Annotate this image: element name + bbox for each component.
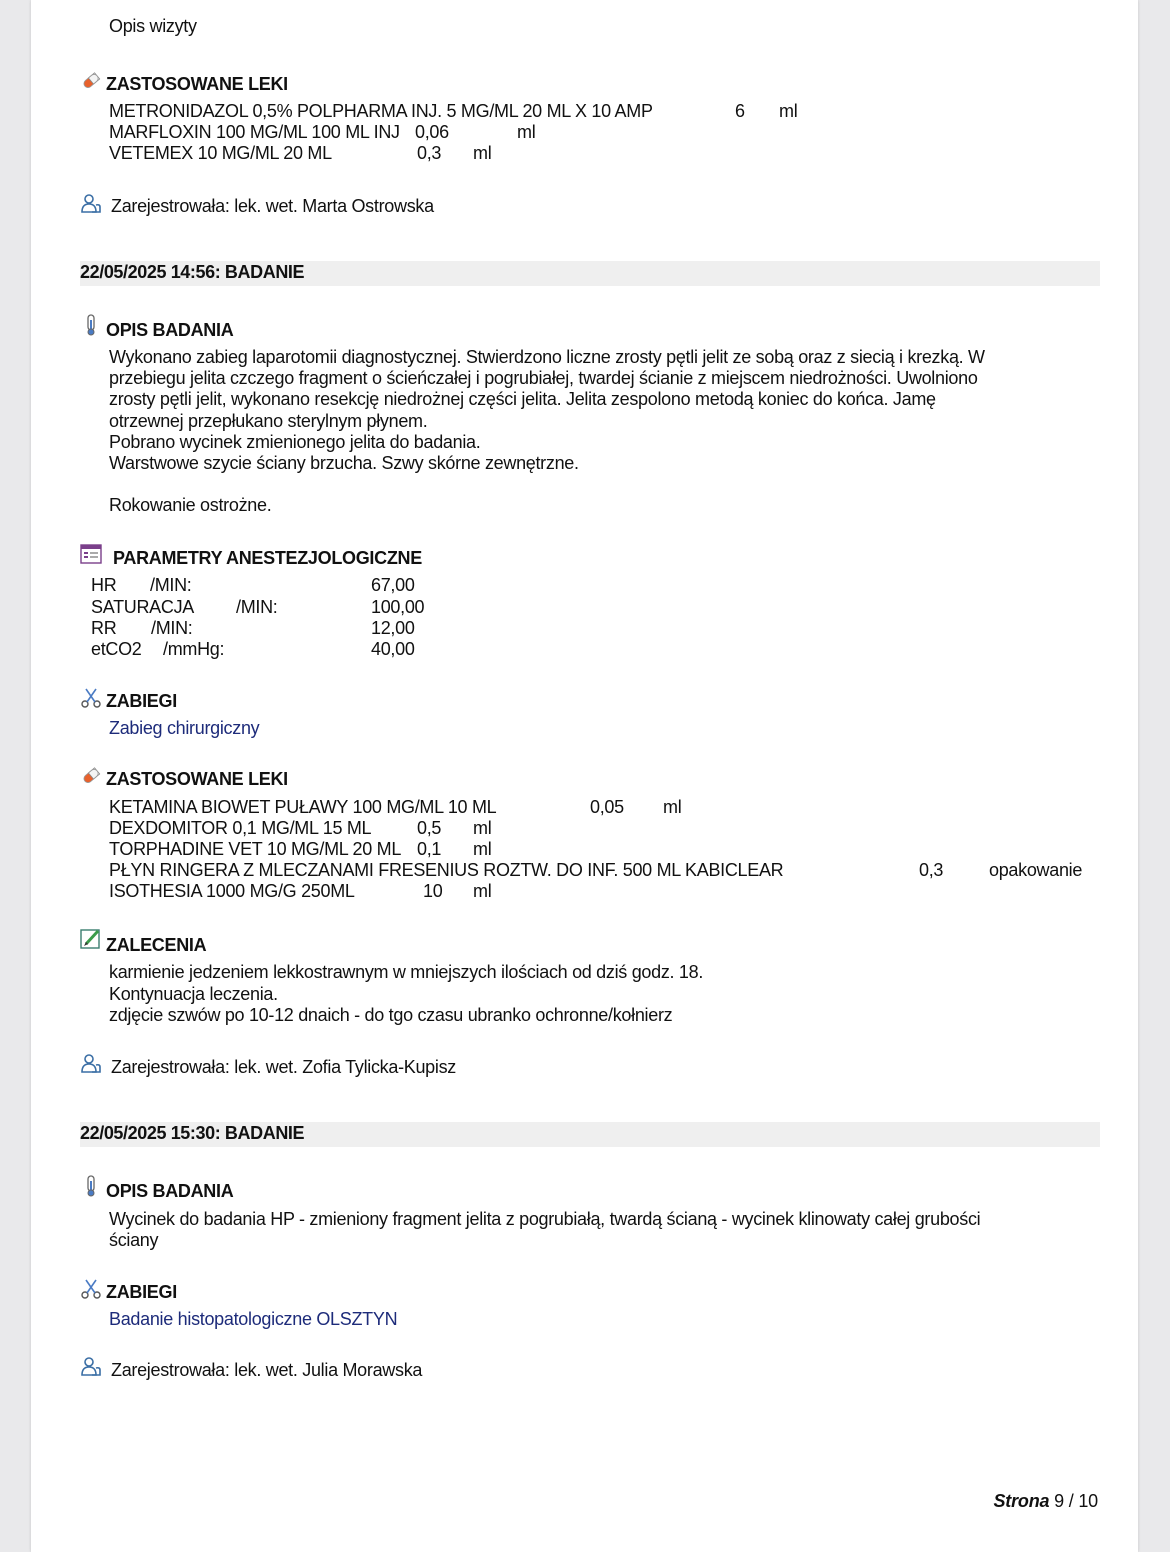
- procedure-link[interactable]: Zabieg chirurgiczny: [109, 718, 260, 738]
- page-label: Strona: [993, 1491, 1050, 1511]
- recommendation-line: zdjęcie szwów po 10-12 dnaich - do tgo czasu ubranko ochronne/kołnierz: [109, 1005, 673, 1025]
- anesthesia-row: [91, 597, 425, 618]
- med-row: [109, 101, 798, 122]
- med-unit: ml: [663, 797, 682, 817]
- registered-by: Zarejestrowała: lek. wet. Marta Ostrowska: [111, 196, 434, 216]
- med-unit: ml: [473, 839, 492, 859]
- param-value: 12,00: [371, 618, 415, 638]
- med-row: [109, 797, 682, 818]
- procedures-title: ZABIEGI: [106, 691, 177, 711]
- exam-description-line: Wykonano zabieg laparotomii diagnostycznej. Stwierdzono liczne zrosty pętli jelit ze sobą oraz z siecią i krezką. W: [109, 347, 985, 367]
- page-separator: /: [1068, 1491, 1074, 1511]
- param-value: 40,00: [371, 639, 415, 659]
- med-row: [109, 839, 492, 860]
- med-name: PŁYN RINGERA Z MLECZANAMI FRESENIUS ROZTW. DO INF. 500 ML KABICLEAR: [109, 860, 784, 880]
- med-row: [109, 881, 492, 902]
- med-unit: ml: [473, 818, 492, 838]
- thermometer-icon: [80, 314, 102, 336]
- visit-description-label: Opis wizyty: [109, 16, 197, 36]
- meds-title: ZASTOSOWANE LEKI: [106, 769, 288, 789]
- med-qty: 0,05: [590, 797, 624, 817]
- exam-header: 22/05/2025 15:30: BADANIE: [80, 1123, 305, 1143]
- med-qty: 0,5: [417, 818, 442, 838]
- med-unit: ml: [473, 881, 492, 901]
- med-unit: ml: [473, 143, 492, 163]
- param-unit: /MIN:: [236, 597, 278, 617]
- med-qty: 0,3: [919, 860, 944, 880]
- param-unit: /MIN:: [150, 575, 192, 595]
- med-unit: opakowanie: [989, 860, 1083, 880]
- meds-title: ZASTOSOWANE LEKI: [106, 74, 288, 94]
- anesthesia-row: [91, 575, 415, 596]
- recommendation-line: Kontynuacja leczenia.: [109, 984, 278, 1004]
- exam-description-line: Pobrano wycinek zmienionego jelita do badania.: [109, 432, 481, 452]
- exam-header-bar: [80, 261, 1100, 286]
- note-edit-icon: [80, 928, 102, 950]
- anesthesia-title: PARAMETRY ANESTEZJOLOGICZNE: [113, 548, 422, 568]
- med-name: METRONIDAZOL 0,5% POLPHARMA INJ. 5 MG/ML 20 ML X 10 AMP: [109, 101, 653, 121]
- med-qty: 0,3: [417, 143, 442, 163]
- med-unit: ml: [517, 122, 536, 142]
- user-icon: [80, 193, 102, 215]
- med-name: KETAMINA BIOWET PUŁAWY 100 MG/ML 10 ML: [109, 797, 497, 817]
- med-row: [109, 818, 492, 839]
- exam-description-line: Rokowanie ostrożne.: [109, 495, 272, 515]
- user-icon: [80, 1356, 102, 1378]
- med-row: [109, 860, 1083, 881]
- scissors-icon: [80, 687, 102, 709]
- procedure-link[interactable]: Badanie histopatologiczne OLSZTYN: [109, 1309, 398, 1329]
- exam-description-line: Warstwowe szycie ściany brzucha. Szwy skórne zewnętrzne.: [109, 453, 579, 473]
- exam-description-line: ściany: [109, 1230, 159, 1250]
- param-name: etCO2: [91, 639, 142, 659]
- current-page: 9: [1054, 1491, 1064, 1511]
- param-value: 67,00: [371, 575, 415, 595]
- med-name: ISOTHESIA 1000 MG/G 250ML: [109, 881, 355, 901]
- med-qty: 6: [735, 101, 745, 121]
- thermometer-icon: [80, 1175, 102, 1197]
- anesthesia-row: [91, 639, 415, 660]
- med-name: MARFLOXIN 100 MG/ML 100 ML INJ: [109, 122, 400, 142]
- med-qty: 10: [423, 881, 443, 901]
- med-name: DEXDOMITOR 0,1 MG/ML 15 ML: [109, 818, 372, 838]
- med-name: TORPHADINE VET 10 MG/ML 20 ML: [109, 839, 402, 859]
- total-pages: 10: [1078, 1491, 1098, 1511]
- param-name: RR: [91, 618, 117, 638]
- med-row: [109, 122, 536, 143]
- exam-header-bar: [80, 1122, 1100, 1147]
- param-name: HR: [91, 575, 117, 595]
- med-row: [109, 143, 492, 164]
- exam-description-line: Wycinek do badania HP - zmieniony fragment jelita z pogrubiałą, twardą ścianą - wycinek klinowaty całej grubości: [109, 1209, 981, 1229]
- param-value: 100,00: [371, 597, 425, 617]
- page-number: [994, 1491, 1099, 1512]
- med-name: VETEMEX 10 MG/ML 20 ML: [109, 143, 332, 163]
- pill-icon: [80, 70, 102, 92]
- exam-description-line: otrzewnej przepłukano sterylnym płynem.: [109, 411, 428, 431]
- med-unit: ml: [779, 101, 798, 121]
- med-qty: 0,1: [417, 839, 442, 859]
- param-unit: /MIN:: [151, 618, 193, 638]
- exam-header: 22/05/2025 14:56: BADANIE: [80, 262, 305, 282]
- recommendation-line: karmienie jedzeniem lekkostrawnym w mniejszych ilościach od dziś godz. 18.: [109, 962, 704, 982]
- med-qty: 0,06: [415, 122, 449, 142]
- exam-description-line: przebiegu jelita czczego fragment o ścieńczałej i pogrubiałej, twardej ścianie z miejscem niedrożności. Uwolniono: [109, 368, 978, 388]
- exam-description-title: OPIS BADANIA: [106, 320, 234, 340]
- form-icon: [80, 543, 102, 565]
- user-icon: [80, 1053, 102, 1075]
- param-name: SATURACJA: [91, 597, 194, 617]
- param-unit: /mmHg:: [163, 639, 225, 659]
- scissors-icon: [80, 1278, 102, 1300]
- exam-description-line: zrosty pętli jelit, wykonano resekcję niedrożnej części jelita. Jelita zespolono metodą koniec do końca. Jamę: [109, 389, 936, 409]
- pill-icon: [80, 765, 102, 787]
- recommendations-title: ZALECENIA: [106, 935, 207, 955]
- registered-by: Zarejestrowała: lek. wet. Julia Morawska: [111, 1360, 423, 1380]
- anesthesia-row: [91, 618, 415, 639]
- registered-by: Zarejestrowała: lek. wet. Zofia Tylicka-Kupisz: [111, 1057, 456, 1077]
- procedures-title: ZABIEGI: [106, 1282, 177, 1302]
- exam-description-title: OPIS BADANIA: [106, 1181, 234, 1201]
